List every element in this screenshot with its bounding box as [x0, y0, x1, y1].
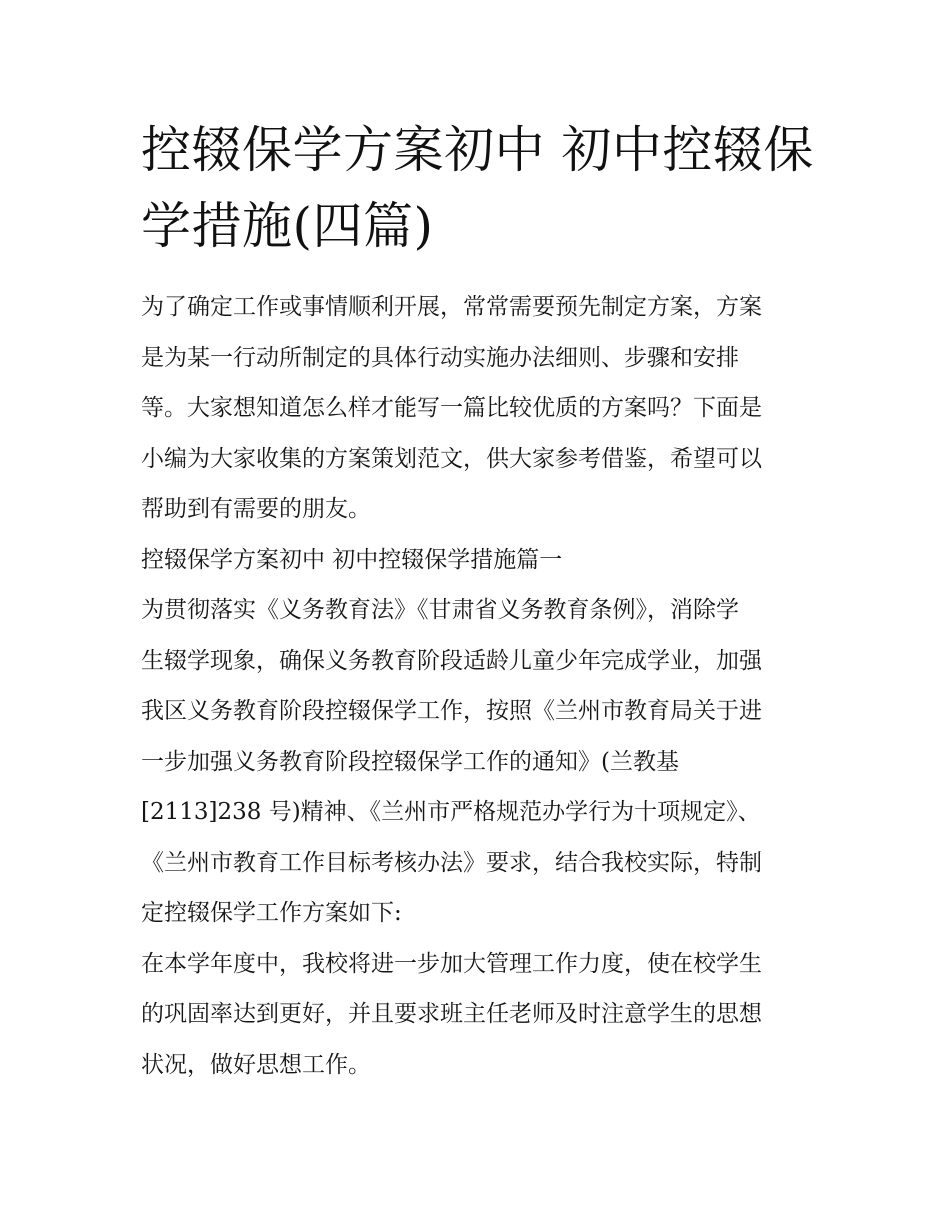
document-body [141, 282, 813, 1090]
section-heading [141, 535, 813, 586]
text-line: 的巩固率达到更好，并且要求班主任老师及时注意学生的思想 [141, 1001, 762, 1027]
text-line: 《兰州市教育工作目标考核办法》要求，结合我校实际，特制 [141, 849, 762, 876]
text-line: 定控辍保学工作方案如下: [141, 900, 402, 926]
text-line: 为了确定工作或事情顺利开展，常常需要预先制定方案，方案 [141, 294, 762, 320]
text-line: 在本学年度中，我校将进一步加大管理工作力度，使在校学生 [141, 950, 762, 977]
text-line: 帮助到有需要的朋友。 [141, 496, 371, 522]
text-line: 控辍保学方案初中 初中控辍保学措施篇一 [141, 546, 563, 573]
document-page [141, 112, 813, 1090]
text-line: 为贯彻落实《义务教育法》《甘肃省义务教育条例》，消除学 [141, 597, 739, 623]
text-line: 等。大家想知道怎么样才能写一篇比较优质的方案吗？下面是 [141, 395, 762, 421]
text-line: 是为某一行动所制定的具体行动实施办法细则、步骤和安排 [141, 344, 739, 371]
policy-paragraph [141, 585, 813, 939]
title-line: 学措施(四篇) [141, 197, 434, 255]
intro-paragraph [141, 282, 813, 535]
management-paragraph [141, 939, 813, 1091]
document-title [141, 112, 813, 264]
title-line: 控辍保学方案初中 初中控辍保 [141, 121, 814, 179]
text-line: [2113]238 号)精神、《兰州市严格规范办学行为十项规定》、 [141, 799, 761, 825]
text-line: 我区义务教育阶段控辍保学工作，按照《兰州市教育局关于进 [141, 698, 762, 724]
text-line: 小编为大家收集的方案策划范文，供大家参考借鉴，希望可以 [141, 445, 762, 472]
text-line: 状况，做好思想工作。 [141, 1051, 371, 1078]
text-line: 生辍学现象，确保义务教育阶段适龄儿童少年完成学业，加强 [141, 647, 762, 674]
text-line: 一步加强义务教育阶段控辍保学工作的通知》(兰教基 [141, 748, 679, 775]
